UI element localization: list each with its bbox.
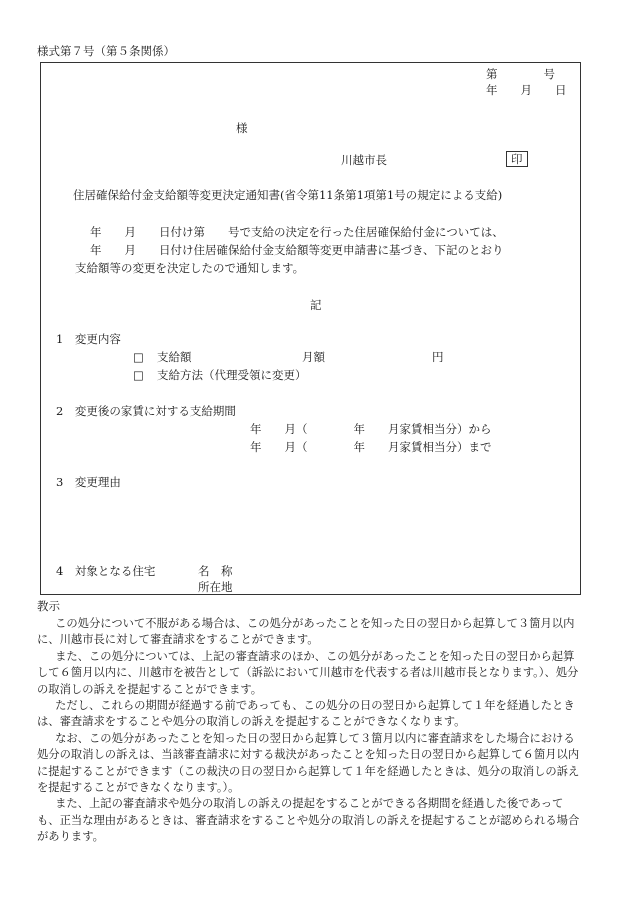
section-1-heading: 1 変更内容 (56, 332, 121, 346)
ki-heading: 記 (310, 298, 322, 312)
option-method-label: 支給方法（代理受領に変更） (157, 368, 307, 382)
document-number-line: 第 号 (486, 67, 555, 81)
document-date-line: 年 月 日 (486, 83, 567, 97)
notice-heading: 教示 (37, 599, 60, 613)
option-yen-label: 円 (432, 350, 444, 364)
checkbox-amount[interactable]: □ (133, 350, 144, 364)
housing-address-label: 所在地 (198, 580, 233, 594)
section-3-heading: 3 変更理由 (56, 475, 121, 489)
notice-paragraph-3: ただし、これらの期間が経過する前であっても、この処分の日の翌日から起算して１年を経過したときは、審査請求をすることや処分の取消しの訴えを提起することができなくなります。 (37, 699, 575, 729)
seal-mark (506, 152, 528, 167)
housing-name-label: 名 称 (198, 564, 233, 578)
intro-line-2: 年 月 日付け住居確保給付金支給額等変更申請書に基づき、下記のとおり (90, 243, 504, 257)
notice-paragraph-4: なお、この処分があったことを知った日の翌日から起算して３箇月以内に審査請求をした場合における処分の取消しの訴えは、当該審査請求に対する裁決があったことを知った日の翌日から起算して６箇月以内に提起することができます（この裁決の日の翌日から起算して１年を経過したときは、処分の取消しの訴えを提起することができなくなります。）。 (37, 731, 580, 795)
seal-text: 印 (506, 151, 528, 167)
notice-paragraph-5: また、上記の審査請求や処分の取消しの訴えの提起をすることができる各期間を経過した後であっても、正当な理由があるときは、審査請求をすることや処分の取消しの訴えを提起することが認められる場合があります。 (37, 797, 580, 844)
period-to-line: 年 月（ 年 月家賃相当分）まで (250, 440, 492, 454)
issuer-name: 川越市長 (341, 153, 387, 167)
option-monthly-label: 月額 (302, 350, 325, 364)
addressee-suffix: 様 (236, 121, 248, 135)
option-amount-label: 支給額 (157, 350, 192, 364)
intro-line-3: 支給額等の変更を決定したので通知します。 (75, 261, 305, 275)
checkbox-method[interactable]: □ (133, 368, 144, 382)
form-number-label: 様式第７号（第５条関係） (37, 44, 175, 58)
intro-line-1: 年 月 日付け第 号で支給の決定を行った住居確保給付金については、 (90, 225, 504, 239)
document-title: 住居確保給付金支給額等変更決定通知書(省令第11条第1項第1号の規定による支給) (73, 188, 503, 202)
notice-body (37, 616, 585, 846)
period-from-line: 年 月（ 年 月家賃相当分）から (250, 422, 492, 436)
notice-paragraph-2: また、この処分については、上記の審査請求のほか、この処分があったことを知った日の翌日から起算して６箇月以内に、川越市を被告として（訴訟において川越市を代表する者は川越市長となります。）、処分の取消しの訴えを提起することができます。 (37, 649, 579, 696)
notice-paragraph-1: この処分について不服がある場合は、この処分があったことを知った日の翌日から起算して３箇月以内に、川越市長に対して審査請求をすることができます。 (37, 617, 575, 647)
section-2-heading: 2 変更後の家賃に対する支給期間 (56, 404, 236, 418)
section-4-heading: 4 対象となる住宅 (56, 564, 156, 578)
notice-form-box (40, 62, 581, 595)
